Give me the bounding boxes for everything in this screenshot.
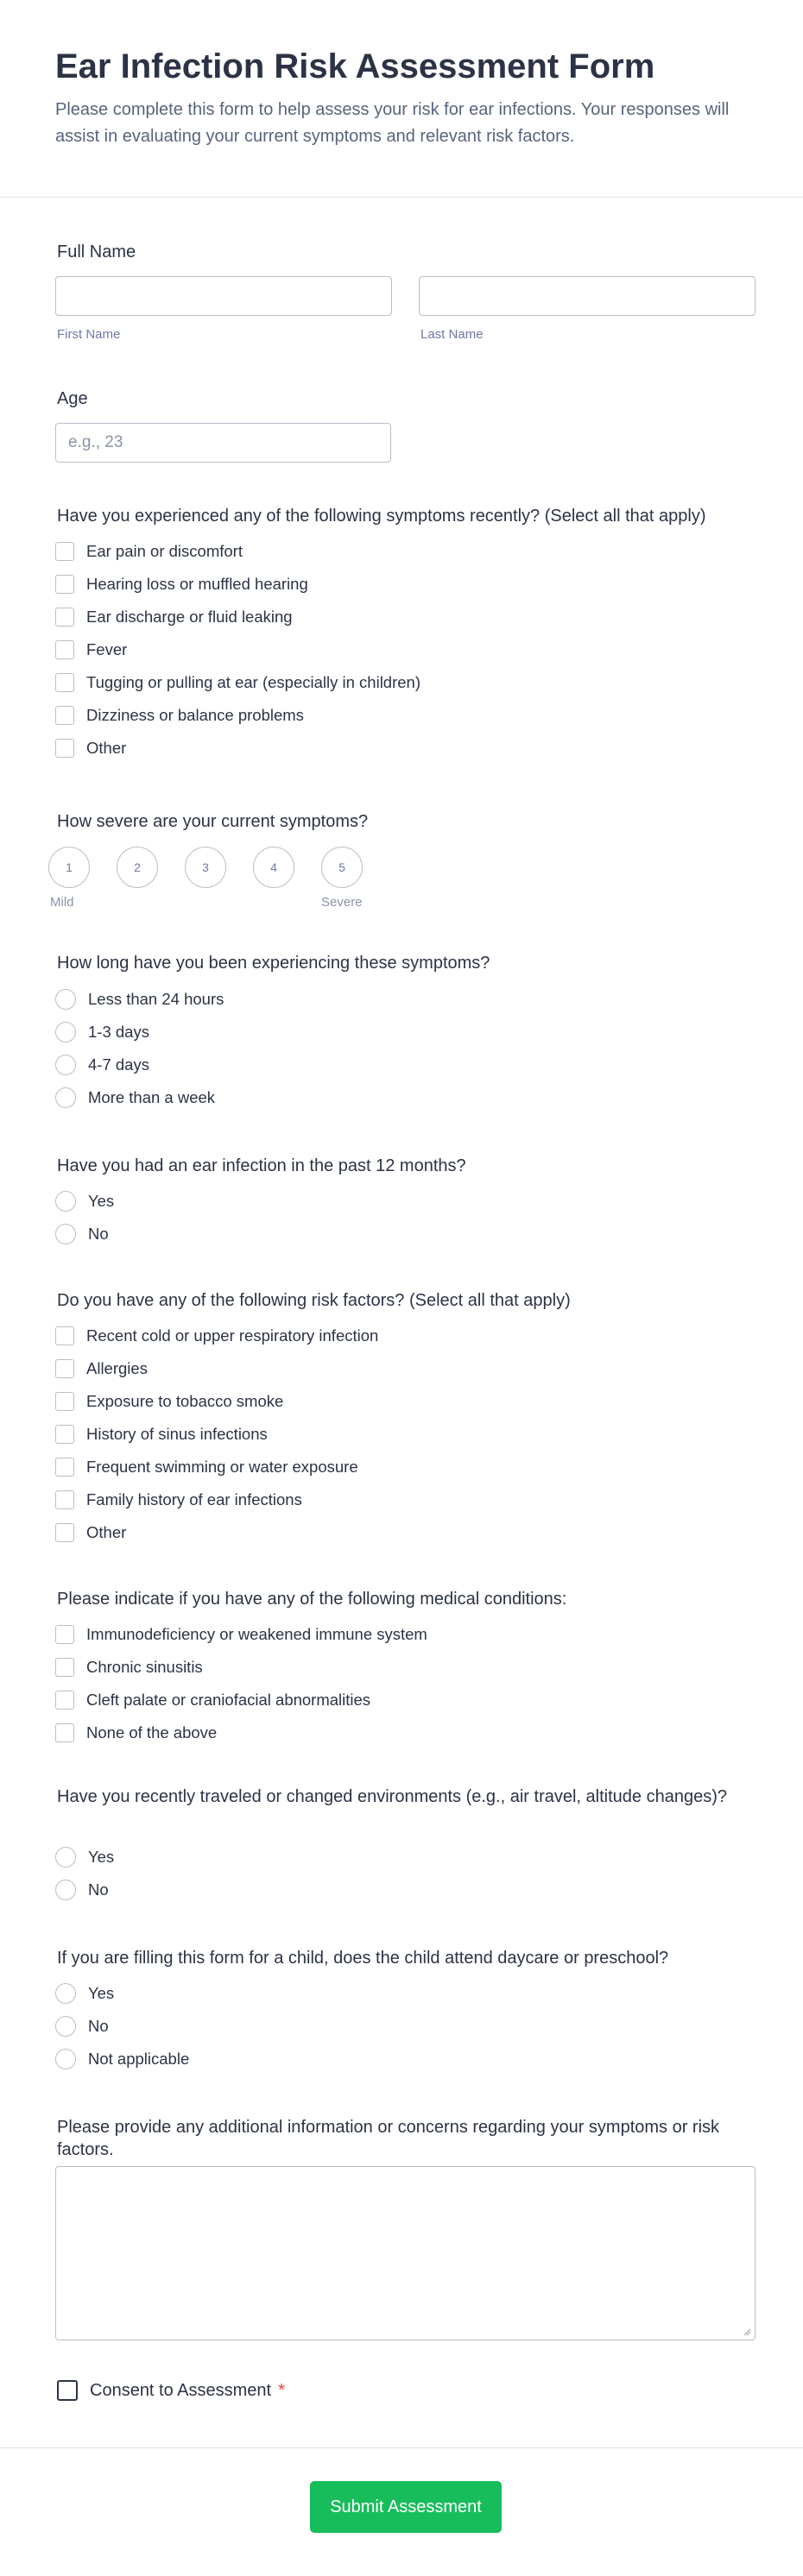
checkbox[interactable]	[55, 739, 74, 758]
last-name-sublabel: Last Name	[420, 327, 484, 342]
radio[interactable]	[55, 1191, 76, 1212]
checkbox[interactable]	[55, 1326, 74, 1345]
symptom-option[interactable]	[55, 542, 243, 561]
option-label: Recent cold or upper respiratory infection	[86, 1326, 379, 1345]
past-infection-question	[55, 1114, 755, 1249]
symptom-option[interactable]	[55, 706, 304, 725]
option-label: Frequent swimming or water exposure	[86, 1458, 358, 1476]
option-label: Yes	[88, 1848, 115, 1866]
severity-4-button[interactable]: 4	[253, 847, 294, 888]
first-name-input[interactable]	[55, 276, 392, 316]
past-infection-option[interactable]	[55, 1191, 114, 1212]
additional-info-question	[55, 2075, 755, 2312]
age-question	[55, 353, 755, 470]
option-label: Dizziness or balance problems	[86, 706, 304, 724]
radio[interactable]	[55, 1847, 76, 1867]
risk-factor-option[interactable]	[55, 1490, 302, 1509]
severity-5-button[interactable]: 5	[321, 847, 363, 888]
option-label: Family history of ear infections	[86, 1490, 302, 1508]
option-label: Less than 24 hours	[88, 990, 224, 1008]
option-label: Ear discharge or fluid leaking	[86, 608, 293, 626]
option-label: History of sinus infections	[86, 1425, 268, 1443]
option-label: Hearing loss or muffled hearing	[86, 575, 308, 593]
radio[interactable]	[55, 2049, 76, 2069]
condition-option[interactable]	[55, 1625, 427, 1644]
form-description: Please complete this form to help assess your risk for ear infections. Your responses will assist in evaluating your current symptoms and relevant risk factors.	[55, 100, 730, 146]
checkbox[interactable]	[55, 608, 74, 627]
travel-option[interactable]	[55, 1880, 109, 1900]
option-label: No	[88, 1880, 109, 1899]
last-name-input[interactable]	[419, 276, 756, 316]
radio[interactable]	[55, 1055, 76, 1075]
duration-option[interactable]	[55, 1055, 149, 1075]
age-label: Age	[57, 389, 88, 408]
checkbox[interactable]	[55, 1658, 74, 1677]
daycare-option[interactable]	[55, 2016, 109, 2037]
checkbox[interactable]	[55, 673, 74, 692]
severity-2-button[interactable]: 2	[117, 847, 158, 888]
form-title: Ear Infection Risk Assessment Form	[55, 47, 655, 85]
radio[interactable]	[55, 1983, 76, 2004]
duration-option[interactable]	[55, 989, 224, 1010]
checkbox[interactable]	[55, 1723, 74, 1742]
daycare-option[interactable]	[55, 2049, 189, 2069]
symptom-option[interactable]	[55, 739, 126, 758]
risk-factors-question	[55, 1249, 755, 1547]
severity-3-button[interactable]: 3	[185, 847, 226, 888]
option-label: Immunodeficiency or weakened immune system	[86, 1625, 427, 1643]
form-body	[0, 198, 803, 2398]
option-label: No	[88, 1225, 109, 1243]
option-label: Allergies	[86, 1359, 148, 1377]
option-label: No	[88, 2017, 109, 2035]
submit-button[interactable]: Submit Assessment	[310, 2481, 502, 2533]
risk-factor-option[interactable]	[55, 1392, 283, 1411]
past-infection-label: Have you had an ear infection in the past 12 months?	[57, 1156, 466, 1175]
option-label: Ear pain or discomfort	[86, 542, 243, 560]
symptom-option[interactable]	[55, 608, 293, 627]
daycare-question	[55, 1906, 755, 2075]
checkbox[interactable]	[55, 1458, 74, 1477]
option-label: Tugging or pulling at ear (especially in children)	[86, 673, 420, 691]
option-label: None of the above	[86, 1723, 218, 1741]
severity-max-label: Severe	[321, 895, 363, 910]
option-label: Yes	[88, 1984, 115, 2002]
checkbox[interactable]	[55, 1490, 74, 1509]
risk-factor-option[interactable]	[55, 1458, 358, 1477]
severity-question	[50, 764, 755, 910]
full-name-label: Full Name	[57, 242, 136, 261]
option-label: Exposure to tobacco smoke	[86, 1392, 284, 1410]
option-label: Yes	[88, 1192, 115, 1210]
option-label: More than a week	[88, 1088, 216, 1106]
severity-min-label: Mild	[50, 895, 74, 910]
checkbox[interactable]	[55, 1625, 74, 1644]
checkbox[interactable]	[55, 1425, 74, 1444]
checkbox[interactable]	[55, 1359, 74, 1378]
checkbox[interactable]	[55, 1691, 74, 1710]
radio[interactable]	[55, 1224, 76, 1244]
form-footer	[0, 2447, 803, 2576]
symptoms-question	[55, 470, 755, 764]
risk-factor-option[interactable]	[55, 1425, 268, 1444]
consent-question	[55, 2312, 755, 2398]
condition-option[interactable]	[55, 1658, 203, 1677]
checkbox[interactable]	[55, 542, 74, 561]
severity-label: How severe are your current symptoms?	[57, 812, 369, 831]
symptoms-label: Have you experienced any of the following symptoms recently? (Select all that apply)	[57, 507, 706, 526]
consent-option[interactable]	[55, 2380, 285, 2401]
checkbox[interactable]	[55, 575, 74, 594]
option-label: Other	[86, 739, 127, 757]
radio[interactable]	[55, 1022, 76, 1042]
travel-label: Have you recently traveled or changed environments (e.g., air travel, altitude changes)?	[57, 1787, 727, 1806]
first-name-sublabel: First Name	[57, 327, 121, 342]
option-label: Chronic sinusitis	[86, 1658, 203, 1676]
symptom-option[interactable]	[55, 575, 308, 594]
radio[interactable]	[55, 1880, 76, 1900]
conditions-question	[55, 1547, 755, 1746]
risk-factor-option[interactable]	[55, 1359, 148, 1378]
required-asterisk: *	[278, 2380, 285, 2400]
radio[interactable]	[55, 2016, 76, 2037]
daycare-label: If you are filling this form for a child, does the child attend daycare or preschool?	[57, 1949, 669, 1968]
condition-option[interactable]	[55, 1723, 217, 1742]
conditions-label: Please indicate if you have any of the following medical conditions:	[57, 1590, 567, 1609]
risk-factors-label: Do you have any of the following risk factors? (Select all that apply)	[57, 1291, 571, 1310]
option-label: Fever	[86, 640, 128, 658]
checkbox[interactable]	[55, 640, 74, 659]
full-name-question	[55, 198, 755, 353]
past-infection-option[interactable]	[55, 1224, 109, 1244]
duration-option[interactable]	[55, 1022, 149, 1042]
consent-label: Consent to Assessment	[90, 2380, 272, 2400]
form-header	[0, 0, 803, 198]
duration-label: How long have you been experiencing these symptoms?	[57, 954, 490, 973]
additional-info-label: Please provide any additional information or concerns regarding your symptoms or risk factors.	[57, 2118, 720, 2159]
travel-option[interactable]	[55, 1847, 114, 1867]
option-label: Cleft palate or craniofacial abnormalities	[86, 1691, 371, 1709]
option-label: Not applicable	[88, 2050, 190, 2068]
symptom-option[interactable]	[55, 673, 420, 692]
symptom-option[interactable]	[55, 640, 127, 659]
checkbox[interactable]	[55, 1523, 74, 1542]
duration-option[interactable]	[55, 1087, 215, 1108]
option-label: Other	[86, 1523, 127, 1541]
duration-question	[55, 910, 755, 1114]
option-label: 1-3 days	[88, 1023, 149, 1041]
travel-question	[55, 1746, 755, 1906]
option-label: 4-7 days	[88, 1055, 149, 1074]
daycare-option[interactable]	[55, 1983, 114, 2004]
condition-option[interactable]	[55, 1691, 370, 1710]
checkbox[interactable]	[55, 706, 74, 725]
consent-checkbox[interactable]	[57, 2380, 78, 2401]
severity-1-button[interactable]: 1	[48, 847, 90, 888]
radio[interactable]	[55, 989, 76, 1010]
age-input[interactable]: e.g., 23	[55, 423, 391, 463]
risk-factor-option[interactable]	[55, 1326, 378, 1345]
checkbox[interactable]	[55, 1392, 74, 1411]
risk-factor-option[interactable]	[55, 1523, 126, 1542]
radio[interactable]	[55, 1087, 76, 1108]
